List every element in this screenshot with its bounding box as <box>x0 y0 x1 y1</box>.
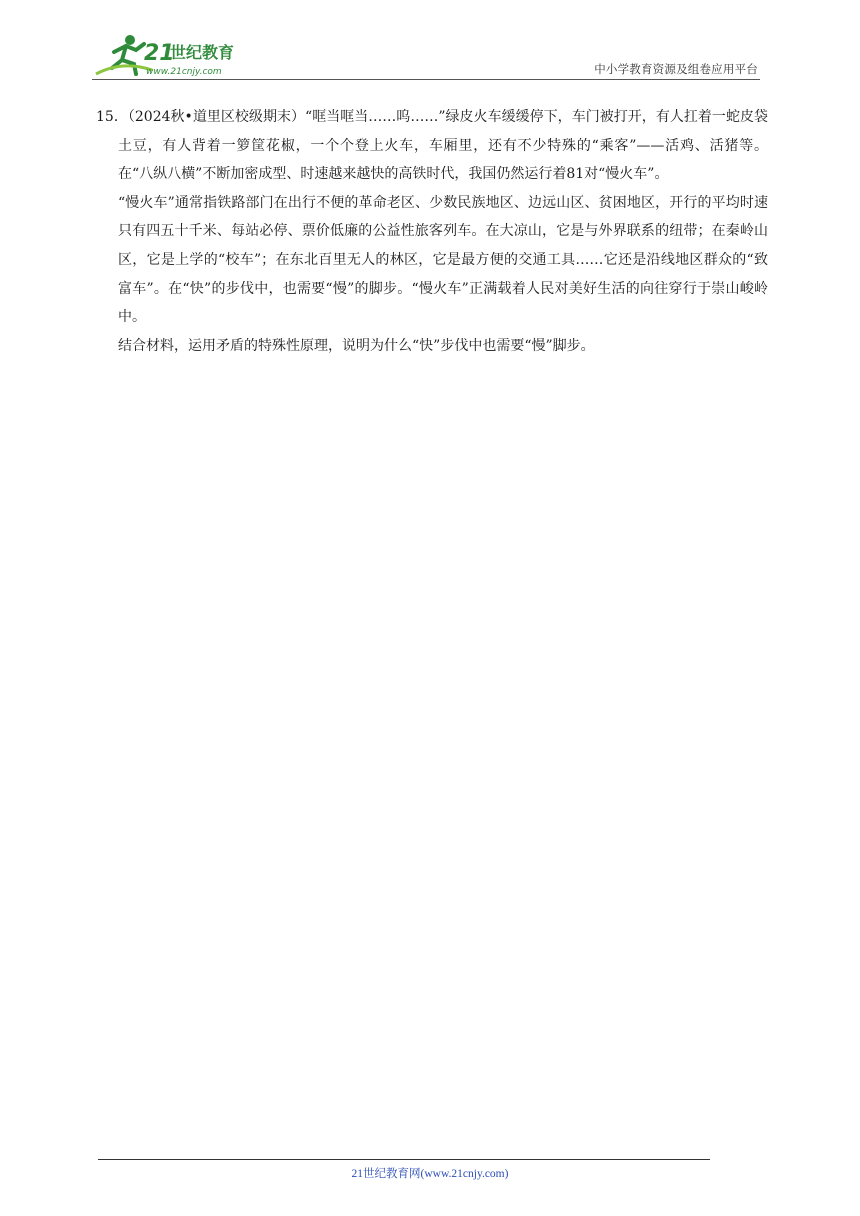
footer-source[interactable]: 21世纪教育网(www.21cnjy.com) <box>351 1168 509 1180</box>
svg-text:21: 21 <box>144 41 175 66</box>
runner-logo-icon <box>92 30 262 80</box>
question-stem <box>96 103 768 189</box>
page-header <box>92 30 760 80</box>
question-prompt: 结合材料，运用矛盾的特殊性原理，说明为什么“快”步伐中也需要“慢”脚步。 <box>118 337 595 354</box>
brand-logo <box>92 30 262 80</box>
question-body <box>96 103 768 360</box>
logo-sub-text: www.21cnjy.com <box>146 67 222 77</box>
logo-main-text: 世纪教育 <box>170 43 235 62</box>
question-number: 15． <box>96 109 128 125</box>
platform-name: 中小学教育资源及组卷应用平台 <box>594 62 758 76</box>
question-stem-text: （2024秋•道里区校级期末）“哐当哐当……呜……”绿皮火车缓缓停下，车门被打开，有人扛着一蛇皮袋土豆，有人背着一箩筐花椒，一个个登上火车，车厢里，还有不少特殊的“乘客”——活鸡、活猪等。在“八纵八横”不断加密成型、时速越来越快的高铁时代，我国仍然运行着81对“慢火车”。 <box>118 109 768 183</box>
footer-divider <box>98 1159 710 1160</box>
material-paragraph: “慢火车”通常指铁路部门在出行不便的革命老区、少数民族地区、边远山区、贫困地区，开行的平均时速只有四五十千米、每站必停、票价低廉的公益性旅客列车。在大凉山，它是与外界联系的纽带；在秦岭山区，它是上学的“校车”；在东北百里无人的林区，它是最方便的交通工具……它还是沿线地区群众的“致富车”。在“快”的步伐中，也需要“慢”的脚步。“慢火车”正满载着人民对美好生活的向往穿行于崇山峻岭中。 <box>118 194 768 326</box>
header-divider <box>92 79 760 80</box>
